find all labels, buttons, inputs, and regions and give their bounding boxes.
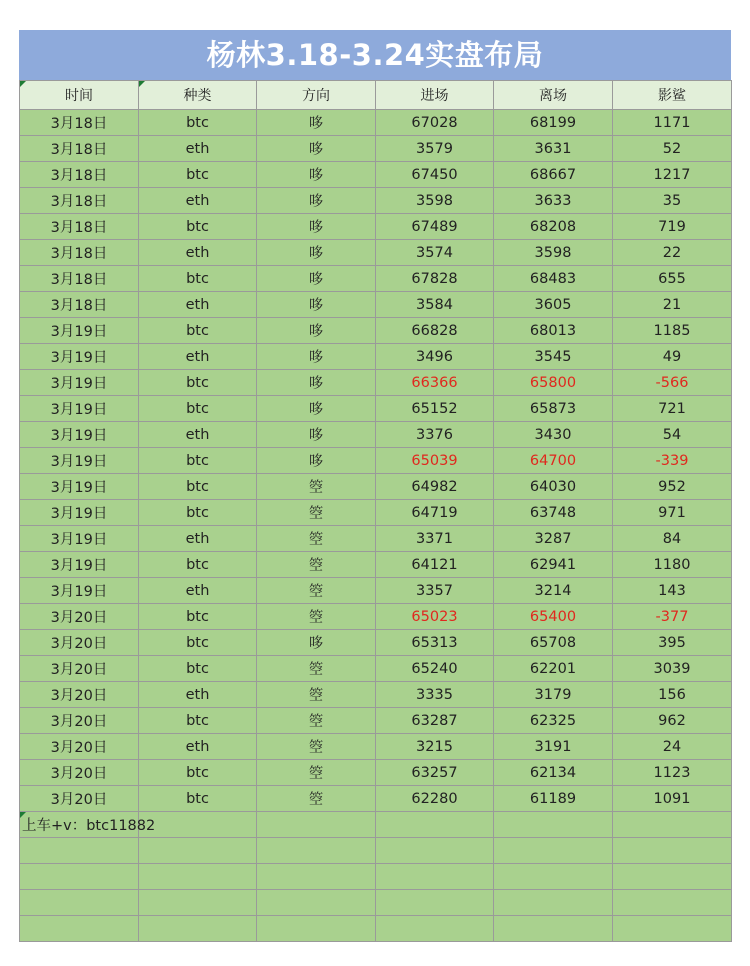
date-cell[interactable]: 3月19日 <box>20 474 139 500</box>
date-cell[interactable]: 3月20日 <box>20 656 139 682</box>
empty-cell[interactable] <box>257 916 376 942</box>
table-row <box>20 266 732 292</box>
profit-cell[interactable]: 24 <box>613 734 732 760</box>
direction-cell[interactable]: 哆 <box>257 110 376 136</box>
type-cell[interactable]: btc <box>139 500 257 526</box>
entry-cell[interactable]: 3357 <box>376 578 494 604</box>
type-cell[interactable]: eth <box>139 422 257 448</box>
profit-cell[interactable]: 22 <box>613 240 732 266</box>
entry-cell[interactable]: 67028 <box>376 110 494 136</box>
exit-cell[interactable]: 63748 <box>494 500 613 526</box>
type-cell[interactable]: eth <box>139 578 257 604</box>
date-cell[interactable]: 3月19日 <box>20 526 139 552</box>
table-row <box>20 396 732 422</box>
exit-cell[interactable]: 3287 <box>494 526 613 552</box>
table-row <box>20 448 732 474</box>
date-cell[interactable]: 3月19日 <box>20 344 139 370</box>
entry-cell[interactable]: 3579 <box>376 136 494 162</box>
direction-cell[interactable]: 哆 <box>257 630 376 656</box>
profit-cell[interactable]: 1091 <box>613 786 732 812</box>
exit-cell[interactable]: 61189 <box>494 786 613 812</box>
profit-cell[interactable]: 719 <box>613 214 732 240</box>
entry-cell[interactable]: 3371 <box>376 526 494 552</box>
entry-cell[interactable]: 65152 <box>376 396 494 422</box>
profit-cell[interactable]: 1123 <box>613 760 732 786</box>
table-row <box>20 474 732 500</box>
exit-cell[interactable]: 3191 <box>494 734 613 760</box>
exit-cell[interactable]: 68483 <box>494 266 613 292</box>
entry-cell[interactable]: 3574 <box>376 240 494 266</box>
profit-cell[interactable]: 655 <box>613 266 732 292</box>
direction-cell[interactable]: 箜 <box>257 552 376 578</box>
empty-row <box>20 864 732 890</box>
empty-cell[interactable] <box>494 812 613 838</box>
date-cell[interactable]: 3月19日 <box>20 396 139 422</box>
type-cell[interactable]: eth <box>139 526 257 552</box>
type-cell[interactable]: btc <box>139 760 257 786</box>
empty-cell[interactable] <box>20 916 139 942</box>
header-cell-profit[interactable]: 影鲨 <box>613 81 732 110</box>
type-cell[interactable]: btc <box>139 162 257 188</box>
spreadsheet <box>19 30 731 942</box>
exit-cell[interactable]: 3605 <box>494 292 613 318</box>
empty-cell[interactable] <box>613 864 732 890</box>
profit-cell[interactable]: -377 <box>613 604 732 630</box>
entry-cell[interactable]: 3584 <box>376 292 494 318</box>
entry-cell[interactable]: 66828 <box>376 318 494 344</box>
date-cell[interactable]: 3月18日 <box>20 136 139 162</box>
empty-cell[interactable] <box>139 838 257 864</box>
profit-cell[interactable]: 143 <box>613 578 732 604</box>
table-row <box>20 110 732 136</box>
type-cell[interactable]: btc <box>139 396 257 422</box>
date-cell[interactable]: 3月18日 <box>20 292 139 318</box>
table-row <box>20 136 732 162</box>
profit-cell[interactable]: 1171 <box>613 110 732 136</box>
exit-cell[interactable]: 65800 <box>494 370 613 396</box>
exit-cell[interactable]: 62134 <box>494 760 613 786</box>
profit-cell[interactable]: 84 <box>613 526 732 552</box>
table-row <box>20 214 732 240</box>
table-row <box>20 578 732 604</box>
exit-cell[interactable]: 64030 <box>494 474 613 500</box>
empty-cell[interactable] <box>376 890 494 916</box>
empty-cell[interactable] <box>257 890 376 916</box>
direction-cell[interactable]: 箜 <box>257 500 376 526</box>
table-row <box>20 500 732 526</box>
date-cell[interactable]: 3月18日 <box>20 214 139 240</box>
direction-cell[interactable]: 哆 <box>257 370 376 396</box>
entry-cell[interactable]: 65039 <box>376 448 494 474</box>
direction-cell[interactable]: 箜 <box>257 708 376 734</box>
profit-cell[interactable]: 721 <box>613 396 732 422</box>
date-cell[interactable]: 3月20日 <box>20 760 139 786</box>
empty-cell[interactable] <box>494 890 613 916</box>
direction-cell[interactable]: 哆 <box>257 422 376 448</box>
note-row <box>20 812 732 838</box>
profit-cell[interactable]: 35 <box>613 188 732 214</box>
empty-cell[interactable] <box>376 864 494 890</box>
date-cell[interactable]: 3月20日 <box>20 734 139 760</box>
table-row <box>20 526 732 552</box>
profit-cell[interactable]: 1185 <box>613 318 732 344</box>
profit-cell[interactable]: 971 <box>613 500 732 526</box>
empty-cell[interactable] <box>139 890 257 916</box>
empty-cell[interactable] <box>139 812 257 838</box>
empty-cell[interactable] <box>257 864 376 890</box>
table-row <box>20 370 732 396</box>
exit-cell[interactable]: 68208 <box>494 214 613 240</box>
exit-cell[interactable]: 3633 <box>494 188 613 214</box>
entry-cell[interactable]: 67489 <box>376 214 494 240</box>
note-cell[interactable] <box>20 812 156 838</box>
table-row <box>20 292 732 318</box>
type-cell[interactable]: btc <box>139 708 257 734</box>
date-cell[interactable]: 3月18日 <box>20 240 139 266</box>
entry-cell[interactable]: 62280 <box>376 786 494 812</box>
direction-cell[interactable]: 箜 <box>257 656 376 682</box>
profit-cell[interactable]: 3039 <box>613 656 732 682</box>
exit-cell[interactable]: 68013 <box>494 318 613 344</box>
type-cell[interactable]: eth <box>139 292 257 318</box>
header-cell-entry[interactable]: 进场 <box>376 81 494 110</box>
empty-cell[interactable] <box>139 916 257 942</box>
direction-cell[interactable]: 箜 <box>257 604 376 630</box>
type-cell[interactable]: eth <box>139 240 257 266</box>
note-text: 上车+v：btc11882 <box>22 818 156 834</box>
date-cell[interactable]: 3月19日 <box>20 448 139 474</box>
table-row <box>20 162 732 188</box>
cell-comment-marker <box>20 81 26 87</box>
entry-cell[interactable]: 65240 <box>376 656 494 682</box>
exit-cell[interactable]: 3598 <box>494 240 613 266</box>
exit-cell[interactable]: 3631 <box>494 136 613 162</box>
entry-cell[interactable]: 63257 <box>376 760 494 786</box>
direction-cell[interactable]: 哆 <box>257 396 376 422</box>
table-row <box>20 552 732 578</box>
date-cell[interactable]: 3月19日 <box>20 552 139 578</box>
direction-cell[interactable]: 哆 <box>257 136 376 162</box>
profit-cell[interactable]: -339 <box>613 448 732 474</box>
direction-cell[interactable]: 哆 <box>257 214 376 240</box>
date-cell[interactable]: 3月19日 <box>20 500 139 526</box>
entry-cell[interactable]: 3215 <box>376 734 494 760</box>
entry-cell[interactable]: 3335 <box>376 682 494 708</box>
direction-cell[interactable]: 哆 <box>257 162 376 188</box>
direction-cell[interactable]: 箜 <box>257 682 376 708</box>
table-row <box>20 188 732 214</box>
profit-cell[interactable]: 156 <box>613 682 732 708</box>
exit-cell[interactable]: 65873 <box>494 396 613 422</box>
type-cell[interactable]: btc <box>139 552 257 578</box>
empty-row <box>20 890 732 916</box>
exit-cell[interactable]: 62325 <box>494 708 613 734</box>
exit-cell[interactable]: 62201 <box>494 656 613 682</box>
date-cell[interactable]: 3月19日 <box>20 422 139 448</box>
sheet-title: 杨林3.18-3.24实盘布局 <box>19 30 731 80</box>
table-row <box>20 344 732 370</box>
header-row <box>20 81 732 110</box>
direction-cell[interactable]: 哆 <box>257 318 376 344</box>
direction-cell[interactable]: 哆 <box>257 292 376 318</box>
empty-cell[interactable] <box>494 838 613 864</box>
profit-cell[interactable]: 962 <box>613 708 732 734</box>
type-cell[interactable]: eth <box>139 344 257 370</box>
type-cell[interactable]: eth <box>139 188 257 214</box>
type-cell[interactable]: btc <box>139 318 257 344</box>
date-cell[interactable]: 3月18日 <box>20 162 139 188</box>
table-row <box>20 656 732 682</box>
table-row <box>20 240 732 266</box>
exit-cell[interactable]: 3430 <box>494 422 613 448</box>
entry-cell[interactable]: 64719 <box>376 500 494 526</box>
exit-cell[interactable]: 65400 <box>494 604 613 630</box>
date-cell[interactable]: 3月20日 <box>20 630 139 656</box>
entry-cell[interactable]: 3598 <box>376 188 494 214</box>
date-cell[interactable]: 3月18日 <box>20 188 139 214</box>
profit-cell[interactable]: 952 <box>613 474 732 500</box>
empty-cell[interactable] <box>613 812 732 838</box>
direction-cell[interactable]: 哆 <box>257 448 376 474</box>
table-row <box>20 630 732 656</box>
direction-cell[interactable]: 哆 <box>257 240 376 266</box>
empty-cell[interactable] <box>20 890 139 916</box>
empty-cell[interactable] <box>376 838 494 864</box>
exit-cell[interactable]: 3179 <box>494 682 613 708</box>
date-cell[interactable]: 3月19日 <box>20 318 139 344</box>
empty-cell[interactable] <box>257 838 376 864</box>
table-row <box>20 682 732 708</box>
profit-cell[interactable]: 21 <box>613 292 732 318</box>
date-cell[interactable]: 3月20日 <box>20 786 139 812</box>
direction-cell[interactable]: 箜 <box>257 760 376 786</box>
entry-cell[interactable]: 67828 <box>376 266 494 292</box>
empty-cell[interactable] <box>494 864 613 890</box>
empty-cell[interactable] <box>20 838 139 864</box>
empty-cell[interactable] <box>20 864 139 890</box>
entry-cell[interactable]: 3376 <box>376 422 494 448</box>
trade-table <box>19 80 732 942</box>
type-cell[interactable]: btc <box>139 448 257 474</box>
exit-cell[interactable]: 3214 <box>494 578 613 604</box>
table-row <box>20 786 732 812</box>
type-cell[interactable]: eth <box>139 682 257 708</box>
type-cell[interactable]: btc <box>139 630 257 656</box>
table-row <box>20 708 732 734</box>
empty-cell[interactable] <box>613 916 732 942</box>
profit-cell[interactable]: 1180 <box>613 552 732 578</box>
empty-cell[interactable] <box>376 812 494 838</box>
direction-cell[interactable]: 箜 <box>257 734 376 760</box>
type-cell[interactable]: eth <box>139 136 257 162</box>
exit-cell[interactable]: 65708 <box>494 630 613 656</box>
type-cell[interactable]: btc <box>139 110 257 136</box>
header-cell-direction[interactable]: 方向 <box>257 81 376 110</box>
type-cell[interactable]: btc <box>139 474 257 500</box>
entry-cell[interactable]: 67450 <box>376 162 494 188</box>
table-row <box>20 734 732 760</box>
type-cell[interactable]: btc <box>139 656 257 682</box>
direction-cell[interactable]: 箜 <box>257 474 376 500</box>
type-cell[interactable]: btc <box>139 214 257 240</box>
entry-cell[interactable]: 64121 <box>376 552 494 578</box>
direction-cell[interactable]: 箜 <box>257 578 376 604</box>
cell-comment-marker <box>20 812 26 818</box>
date-cell[interactable]: 3月18日 <box>20 110 139 136</box>
direction-cell[interactable]: 哆 <box>257 266 376 292</box>
table-row <box>20 422 732 448</box>
profit-cell[interactable]: 1217 <box>613 162 732 188</box>
empty-cell[interactable] <box>257 812 376 838</box>
profit-cell[interactable]: 49 <box>613 344 732 370</box>
date-cell[interactable]: 3月19日 <box>20 370 139 396</box>
date-cell[interactable]: 3月20日 <box>20 682 139 708</box>
empty-row <box>20 838 732 864</box>
exit-cell[interactable]: 3545 <box>494 344 613 370</box>
header-cell-exit[interactable]: 离场 <box>494 81 613 110</box>
date-cell[interactable]: 3月20日 <box>20 708 139 734</box>
direction-cell[interactable]: 箜 <box>257 786 376 812</box>
entry-cell[interactable]: 66366 <box>376 370 494 396</box>
header-cell-type[interactable]: 种类 <box>139 81 257 110</box>
date-cell[interactable]: 3月20日 <box>20 604 139 630</box>
direction-cell[interactable]: 哆 <box>257 188 376 214</box>
direction-cell[interactable]: 哆 <box>257 344 376 370</box>
profit-cell[interactable]: -566 <box>613 370 732 396</box>
empty-cell[interactable] <box>613 890 732 916</box>
entry-cell[interactable]: 3496 <box>376 344 494 370</box>
entry-cell[interactable]: 63287 <box>376 708 494 734</box>
exit-cell[interactable]: 62941 <box>494 552 613 578</box>
exit-cell[interactable]: 68667 <box>494 162 613 188</box>
profit-cell[interactable]: 54 <box>613 422 732 448</box>
direction-cell[interactable]: 箜 <box>257 526 376 552</box>
type-cell[interactable]: btc <box>139 370 257 396</box>
exit-cell[interactable]: 68199 <box>494 110 613 136</box>
cell-comment-marker <box>139 81 145 87</box>
entry-cell[interactable]: 64982 <box>376 474 494 500</box>
profit-cell[interactable]: 395 <box>613 630 732 656</box>
entry-cell[interactable]: 65313 <box>376 630 494 656</box>
date-cell[interactable]: 3月19日 <box>20 578 139 604</box>
empty-cell[interactable] <box>139 864 257 890</box>
exit-cell[interactable]: 64700 <box>494 448 613 474</box>
table-row <box>20 760 732 786</box>
header-cell-date[interactable]: 时间 <box>20 81 139 110</box>
table-row <box>20 604 732 630</box>
type-cell[interactable]: btc <box>139 786 257 812</box>
empty-cell[interactable] <box>494 916 613 942</box>
empty-row <box>20 916 732 942</box>
type-cell[interactable]: btc <box>139 266 257 292</box>
empty-cell[interactable] <box>376 916 494 942</box>
entry-cell[interactable]: 65023 <box>376 604 494 630</box>
date-cell[interactable]: 3月18日 <box>20 266 139 292</box>
profit-cell[interactable]: 52 <box>613 136 732 162</box>
type-cell[interactable]: eth <box>139 734 257 760</box>
type-cell[interactable]: btc <box>139 604 257 630</box>
empty-cell[interactable] <box>613 838 732 864</box>
table-row <box>20 318 732 344</box>
